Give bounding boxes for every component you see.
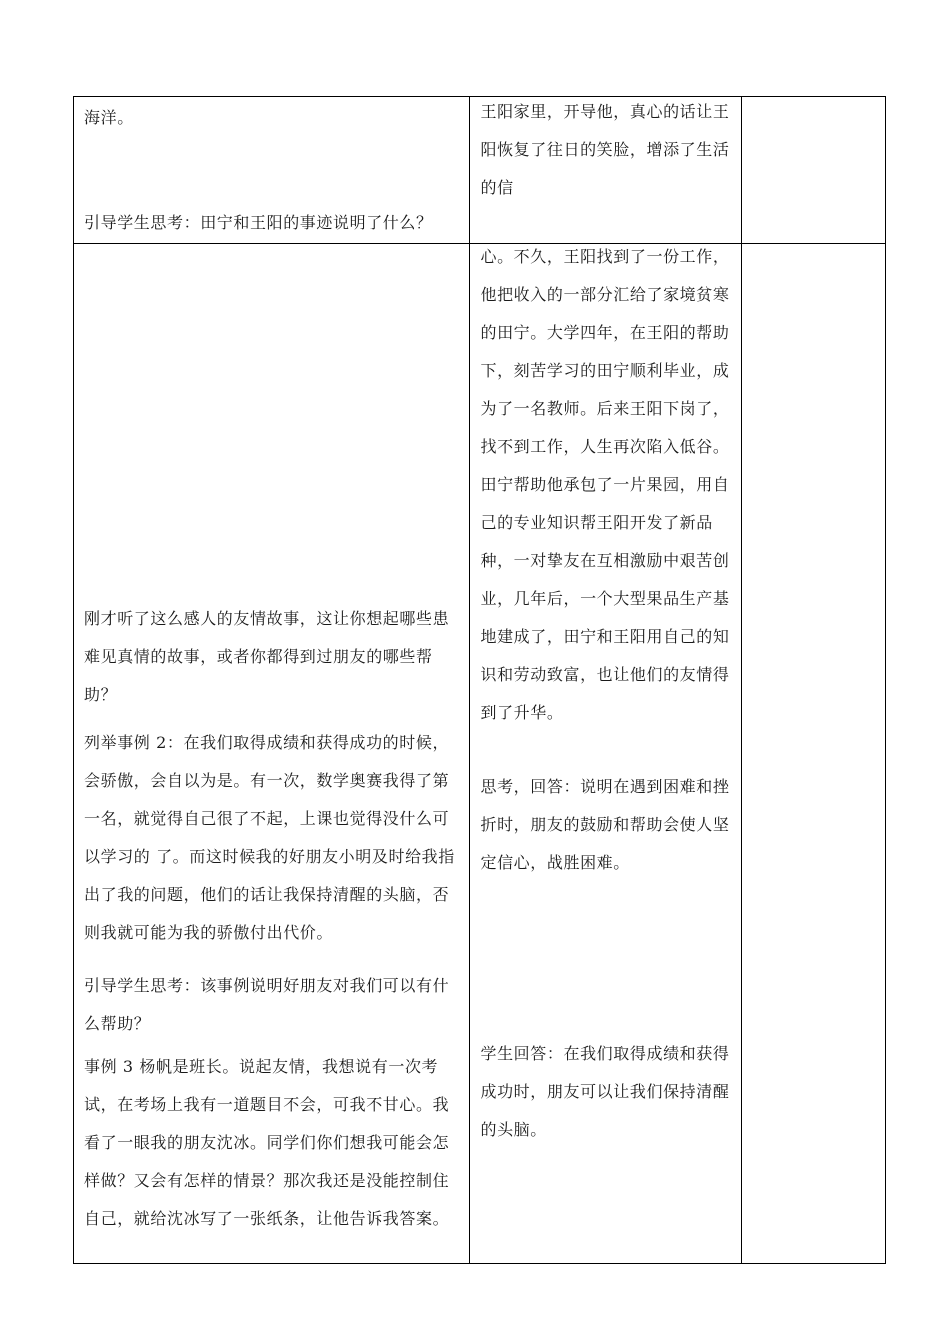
lesson-table (73, 96, 886, 1264)
paragraph: 刚才听了这么感人的友情故事，这让你想起哪些患难见真情的故事，或者你都得到过朋友的哪些帮助？ (84, 609, 450, 704)
paragraph: 王阳家里，开导他，真心的话让王阳恢复了往日的笑脸，增添了生活的信 (480, 102, 730, 197)
notes-cell (741, 97, 885, 244)
student-activity-cell (470, 97, 741, 244)
table-row (74, 97, 886, 244)
table-row (74, 244, 886, 1264)
student-activity-cell (470, 244, 741, 1264)
paragraph: 列举事例 2：在我们取得成绩和获得成功的时候，会骄傲，会自以为是。有一次，数学奥赛我得了第一名，就觉得自己很了不起，上课也觉得没什么可以学习的 了。而这时候我的好朋友小明及时给我指出了我的问题，他们的话让我保持清醒的头脑，否则我就可能为我的骄傲付出代价。 (84, 733, 455, 942)
paragraph: 引导学生思考：田宁和王阳的事迹说明了什么？ (84, 213, 433, 232)
paragraph: 引导学生思考：该事例说明好朋友对我们可以有什么帮助？ (84, 976, 450, 1033)
paragraph: 思考，回答：说明在遇到困难和挫折时，朋友的鼓励和帮助会使人坚定信心，战胜困难。 (480, 777, 730, 872)
teacher-activity-cell (74, 244, 470, 1264)
paragraph: 海洋。 (84, 108, 134, 127)
paragraph: 心。不久，王阳找到了一份工作，他把收入的一部分汇给了家境贫寒的田宁。大学四年，在王阳的帮助下，刻苦学习的田宁顺利毕业，成为了一名教师。后来王阳下岗了，找不到工作，人生再次陷入低谷。田宁帮助他承包了一片果园，用自己的专业知识帮王阳开发了新品种，一对挚友在互相激励中艰苦创业，几年后，一个大型果品生产基地建成了，田宁和王阳用自己的知识和劳动致富，也让他们的友情得到了升华。 (480, 247, 730, 722)
paragraph: 事例 3 杨帆是班长。说起友情，我想说有一次考试，在考场上我有一道题目不会，可我不甘心。我看了一眼我的朋友沈冰。同学们你们想我可能会怎样做？又会有怎样的情景？那次我还是没能控制住自己，就给沈冰写了一张纸条，让他告诉我答案。 (84, 1057, 450, 1228)
paragraph: 学生回答：在我们取得成绩和获得成功时，朋友可以让我们保持清醒的头脑。 (480, 1044, 730, 1139)
notes-cell (741, 244, 885, 1264)
teacher-activity-cell (74, 97, 470, 244)
